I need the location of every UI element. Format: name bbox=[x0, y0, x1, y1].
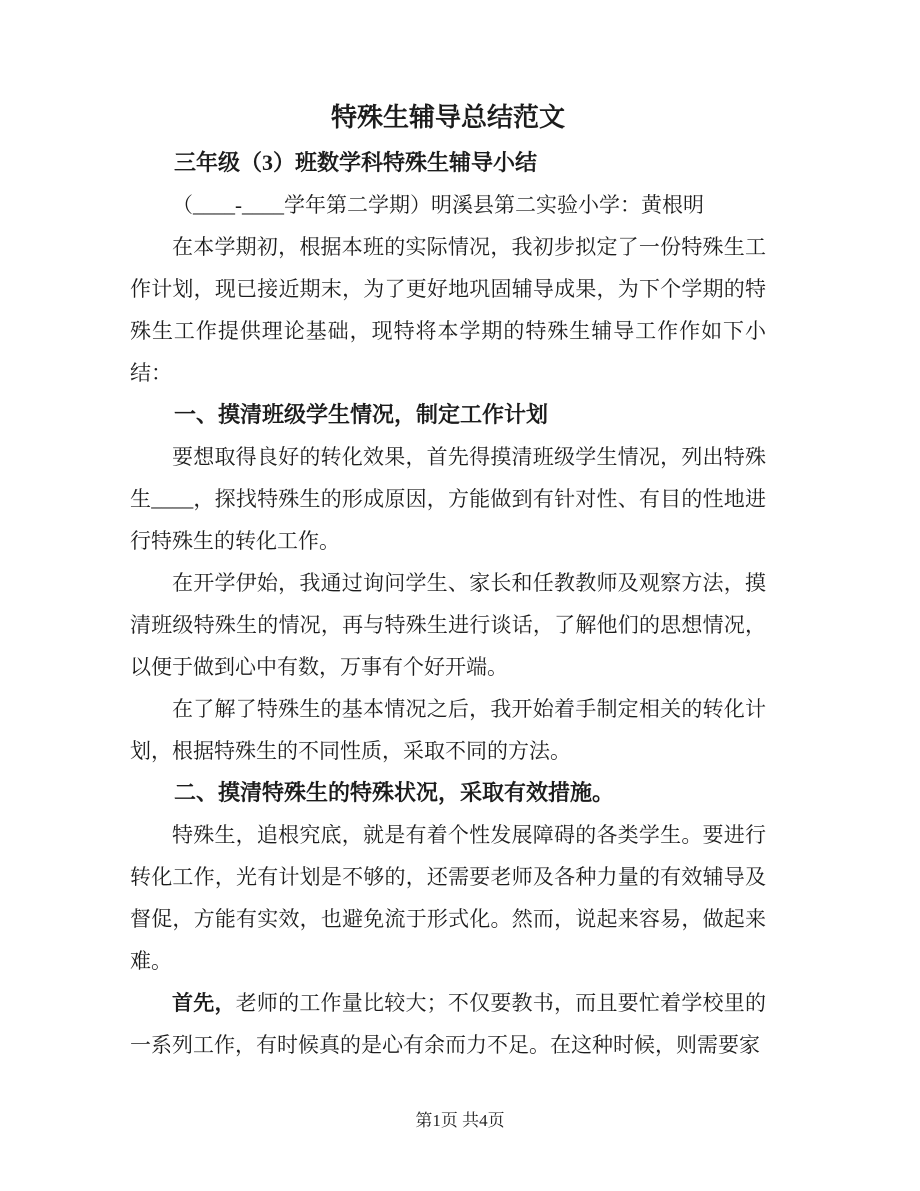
paragraph-section1-a: 要想取得良好的转化效果，首先得摸清班级学生情况，列出特殊生____，探找特殊生的形成原因，方能做到有针对性、有目的性地进行特殊生的转化工作。 bbox=[130, 445, 766, 553]
paragraph-lead-rest: 老师的工作量比较大；不仅要教书，而且要忙着学校里的一系列工作，有时候真的是心有余而力不足。在这种时候，则需要家 bbox=[130, 991, 767, 1057]
paragraph-lead-bold: 首先， bbox=[172, 991, 236, 1015]
paragraph-section2-b bbox=[130, 982, 766, 1066]
document-title: 特殊生辅导总结范文 bbox=[330, 103, 565, 132]
document-byline: （____-____学年第二学期）明溪县第二实验小学：黄根明 bbox=[172, 193, 704, 217]
paragraph-section1-b: 在开学伊始，我通过询问学生、家长和任教教师及观察方法，摸清班级特殊生的情况，再与特殊生进行谈话，了解他们的思想情况，以便于做到心中有数，万事有个好开端。 bbox=[130, 571, 766, 679]
document-subtitle: 三年级（3）班数学科特殊生辅导小结 bbox=[174, 150, 538, 175]
paragraph-section1-c: 在了解了特殊生的基本情况之后，我开始着手制定相关的转化计划，根据特殊生的不同性质，采取不同的方法。 bbox=[130, 697, 766, 763]
paragraph-intro: 在本学期初，根据本班的实际情况，我初步拟定了一份特殊生工作计划，现已接近期末，为了更好地巩固辅导成果，为下个学期的特殊生工作提供理论基础，现特将本学期的特殊生辅导工作作如下小结： bbox=[130, 235, 766, 385]
document-body bbox=[130, 94, 766, 1066]
paragraph-section2-a: 特殊生，追根究底，就是有着个性发展障碍的各类学生。要进行转化工作，光有计划是不够的，还需要老师及各种力量的有效辅导及督促，方能有实效，也避免流于形式化。然而，说起来容易，做起来难。 bbox=[130, 823, 766, 973]
section-heading-2: 二、摸清特殊生的特殊状况，采取有效措施。 bbox=[174, 780, 615, 805]
section-heading-1: 一、摸清班级学生情况，制定工作计划 bbox=[174, 402, 549, 427]
page-number-footer: 第1页 共4页 bbox=[415, 1111, 505, 1130]
